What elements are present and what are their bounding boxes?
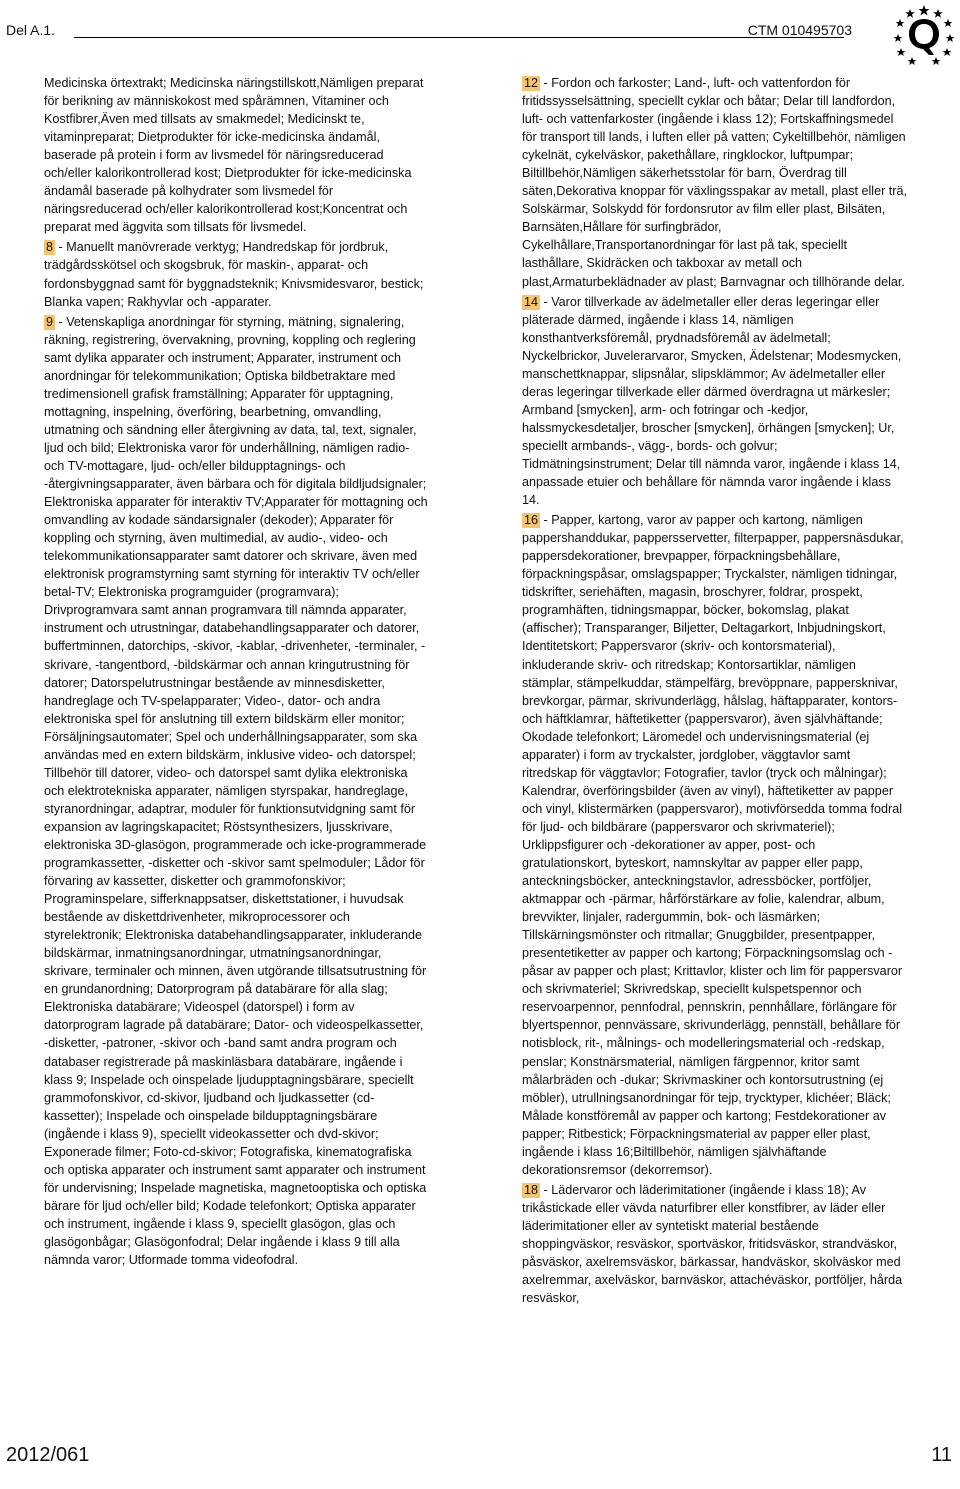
paragraph-class-5-continued [44,74,429,236]
class-number-badge: 12 [524,76,539,90]
paragraph-text: - Manuellt manövrerade verktyg; Handredskap för jordbruk, trädgårdsskötsel och skogsbruk, för maskin-, apparat- och fordonsbyggnad samt för byggnadsteknik; Knivsmidesvaror, bestick; Blanka vapen; Rakhyvlar och -apparater. [44,240,424,309]
paragraph-text: - Fordon och farkoster; Land-, luft- och vattenfordon för fritidssysselsättning, speciellt cyklar och båtar; Delar till landfordon, luft- och vattenfarkoster (ingående i klass 12); Fortskaffningsmedel för transport till lands, i luften eller på vatten; Cykeltillbehör, nämligen cykelnät, cykelväskor, pakethållare, ringklockor, luftpumpar; Biltillbehör,Nämligen säkerhetsstolar för barn, Överdrag till säten,Dekorativa knoppar för växlingsspakar av metall, plast eller trä, Solskärmar, Solskydd för fordonsrutor av film eller plast, Bilsäten, Barnsäten,Hållare för surfingbrädor, Cykelhållare,Transportanordningar för last på tak, speciellt lasthållare, Skidräcken och takboxar av metall och plast,Armaturbeklädnader av plast; Barnvagnar och tillhörande delar. [522,76,907,289]
class-number-badge: 14 [524,294,539,309]
page-header [0,0,960,44]
section-label: Del A.1. [6,22,56,38]
paragraph-class-18 [522,1181,907,1307]
paragraph-class-8 [44,238,429,310]
left-column [44,74,429,1271]
issue-number: 2012/061 [6,1444,90,1466]
paragraph-class-16 [522,511,907,1179]
paragraph-class-12 [522,74,907,291]
class-number-badge: 8 [46,240,54,255]
class-number-badge: 9 [46,314,54,329]
document-number: CTM 010495703 [747,22,852,38]
paragraph-text: - Varor tillverkade av ädelmetaller eller deras legeringar eller pläterade därmed, ingående i klass 14, nämligen konsthantverksföremål, prydnadsföremål av ädelmetall; Nyckelbrickor, Juvelerarvaror, Smycken, Ädelstenar; Modesmycken, manschettknappar, slipsnålar, slipsklämmor; Av ädelmetaller eller deras legeringar tillverkade eller därmed överdragna ut märkesler; Armband [smycken], arm- och fotringar och -kedjor, halssmyckesdetaljer, broscher [smycken], örhängen [smycken]; Ur, speciellt armbands-, vägg-, bords- och golvur; Tidmätningsinstrument; Delar till nämnda varor, ingående i klass 14, anpassade etuier och behållare för nämnda varor ingående i klass 14. [522,294,902,508]
page-number: 11 [931,1444,952,1466]
paragraph-class-9 [44,313,429,1269]
paragraph-text: Medicinska örtextrakt; Medicinska näringstillskott,Nämligen preparat för berikning av människokost med spårämnen, Vitaminer och Kostfibrer,Även med tillsats av smakmedel; Medicinskt te, vitaminpreparat; Dietprodukter för icke-medicinska ändamål, baserade på protein i form av livsmedel för näringsreducerad och/eller kalorikontrollerad kost; Dietprodukter för icke-medicinska ändamål baserade på kolhydrater som livsmedel för näringsreducerad och/eller kalorikontrollerad kost;Koncentrat och preparat med äggvita som tillsats för livsmedel. [44,76,424,235]
paragraph-class-14 [522,293,907,510]
class-number-badge: 18 [524,1182,539,1197]
paragraph-text: - Papper, kartong, varor av papper och kartong, nämligen pappershanddukar, pappersservetter, filterpapper, pappersnäsdukar, pappersdekorationer, brevpapper, förpackningsbehållare, förpackningspåsar, omslagspapper; Tryckalster, nämligen tidningar, tidskrifter, seriehäften, magasin, broschyrer, foldrar, prospekt, programhäften, tidningsmappar, böcker, bokomslag, plakat (affischer); Transparanger, Biljetter, Deltagarkort, Inbjudningskort, Identitetskort; Pappersvaror (skriv- och kontorsmaterial), inkluderande skriv- och ritredskap; Kontorsartiklar, nämligen stämplar, stämpelkuddar, stämpelfärg, brevöppnare, pappersknivar, brevkorgar, pärmar, skrivunderlägg, hålslag, häftapparater, kontors- och häftklamrar, häftetiketter (pappersvaror), även självhäftande; Okodade telefonkort; Läromedel och undervisningsmaterial (ej apparater) i form av tryckalster, jordglober, väggtavlor samt ritredskap för väggtavlor; Fotografier, tavlor (tryck och målningar); Kalendrar, överföringsbilder (även av vinyl), häftetiketter av papper och vinyl, klistermärken (pappersvaror), motivförsedda tomma fodral för ljud- och bildbärare (pappersvaror och skrivmateriel); Urklippsfigurer och -dekorationer av apper, post- och gratulationskort, byteskort, namnskyltar av papper eller papp, anteckningsböcker, anteckningstavlor, adressböcker, portföljer, aktmappar och -pärmar, hårförstärkare av folie, kalendrar, album, brevvikter, linjaler, radergummin, bok- och läsmärken; Tillskärningsmönster och ritmallar; Gnuggbilder, presentpapper, presentetiketter av papper och kartong; Förpackningsomslag och -påsar av papper och plast; Krittavlor, klister och lim för pappersvaror och skrivmateriel; Skrivredskap, speciellt kulspetspennor och reservoarpennor, pennfodral, pennskrin, pennhållare, förlängare för blyertspennor, pennvässare, skrivunderlägg, pennställ, behållare för notisblock, rit-, målnings- och modelleringsmaterial och -redskap, penslar; Konstnärsmaterial, nämligen färgpennor, kritor samt målarbräden och -dukar; Skrivmaskiner och kontorsutrustning (ej möbler), utrullningsanordningar för tejp, trycktyper, klichéer; Bläck; Målade konstföremål av papper och kartong; Festdekorationer av papper; Ritbestick; Förpackningsmaterial av papper eller plast, ingående i klass 16;Biltillbehör, nämligen självhäftande dekorationsremsor (dekorremsor). [522,513,904,1177]
ohim-logo-icon [892,2,956,66]
right-column [522,74,907,1309]
paragraph-text: - Vetenskapliga anordningar för styrning, mätning, signalering, räkning, registrering, övervakning, provning, koppling och reglering samt dylika apparater och instrument; Apparater, instrument och anordningar för telekommunikation; Optiska bildbetraktare med tredimensionell grafisk framställning; Apparater för upptagning, mottagning, inspelning, överföring, bearbetning, omvandling, utmatning och sändning eller återgivning av data, tal, text, signaler, ljud och bild; Elektroniska varor för underhållning, nämligen radio- och TV-mottagare, ljud- och/eller bildupptagnings- och -återgivningsapparater, även bärbara och för digitala bildljudsignaler; Elektroniska apparater för interaktiv TV;Apparater för mottagning och omvandling av kodade sändarsignaler (dekoder); Apparater för koppling och styrning, även multimedial, av audio-, video- och telekommunikationsapparater samt datorer och skrivare, även med elektronisk programstyrning samt styrning för interaktiv TV och/eller betal-TV; Elektroniska programguider (programvara); Drivprogramvara samt annan programvara till nämnda apparater, instrument och utrustningar, databehandlingsapparater och datorer, buffertminnen, datorchips, -skivor, -kablar, -drivenheter, -terminaler, -skrivare, -tangentbord, -bildskärmar och annan kringutrustning för datorer; Datorspelutrustningar bestående av minnesdisketter, handreglage och TV-spelapparater; Video-, dator- och andra elektroniska spel för anslutning till extern bildskärm eller monitor; Försäljningsautomater; Spel och underhållningsapparater, som ska användas med en extern bildskärm, inklusive video- och datorspel; Tillbehör till datorer, video- och datorspel samt dylika elektroniska och elektrotekniska apparater, nämligen styrspakar, handreglage, styranordningar, adaptrar, moduler för funktionsutvidgning samt för expansion av lagringskapacitet; Röstsynthesizers, ljusskrivare, elektroniska 3D-glasögon, programmerade och icke-programmerade programkassetter, -disketter och -skivor samt spelmoduler; Lådor för förvaring av kassetter, disketter och grammofonskivor; Programinspelare, sifferknappsatser, diskettstationer, i huvudsak bestående av diskettdrivenheter, mikroprocessorer och styrelektronik; Elektroniska databehandlingsapparater, inkluderande bildskärmar, inmatningsanordningar, utmatningsanordningar, skrivare, terminaler och minnen, även utgörande tillsatsutrustning för en grundanordning; Datorprogram på databärare för alla slag; Elektroniska databärare; Videospel (datorspel) i form av datorprogram lagrade på databärare; Dator- och videospelkassetter, -disketter, -patroner, -skivor och -band samt andra program och databaser registrerade på maskinläsbara databärare, ingående i klass 9; Inspelade och oinspelade ljudupptagningsbärare, speciellt grammofonskivor, cd-skivor, ljudband och ljudkassetter (cd-kassetter); Inspelade och oinspelade bildupptagningsbärare (ingående i klass 9), speciellt videokassetter och dvd-skivor; Exponerade filmer; Foto-cd-skivor; Fotografiska, kinematografiska och optiska apparater och instrument samt apparater och instrument för undervisning; Inspelade magnetiska, magnetooptiska och optiska bärare för ljud och/eller bild; Kodade telefonkort; Optiska apparater och instrument, ingående i klass 9, speciellt glasögon, glas och glasögonbågar; Glasögonfodral; Delar ingående i klass 9 till alla nämnda varor; Utformade tomma videofodral. [44,314,428,1268]
header-rule [74,37,844,38]
class-number-badge: 16 [524,513,539,528]
paragraph-text: - Lädervaror och läderimitationer (ingående i klass 18); Av trikåstickade eller vävda naturfibrer eller konstfibrer, av läder eller läderimitationer eller av syntetiskt material bestående shoppingväskor, resväskor, sportväskor, fritidsväskor, strandväskor, påsväskor, axelremsväskor, bärkassar, handväskor, skolväskor med axelremmar, axelväskor, barnväskor, attachéväskor, portföljer, hårda resväskor, [522,1182,903,1306]
